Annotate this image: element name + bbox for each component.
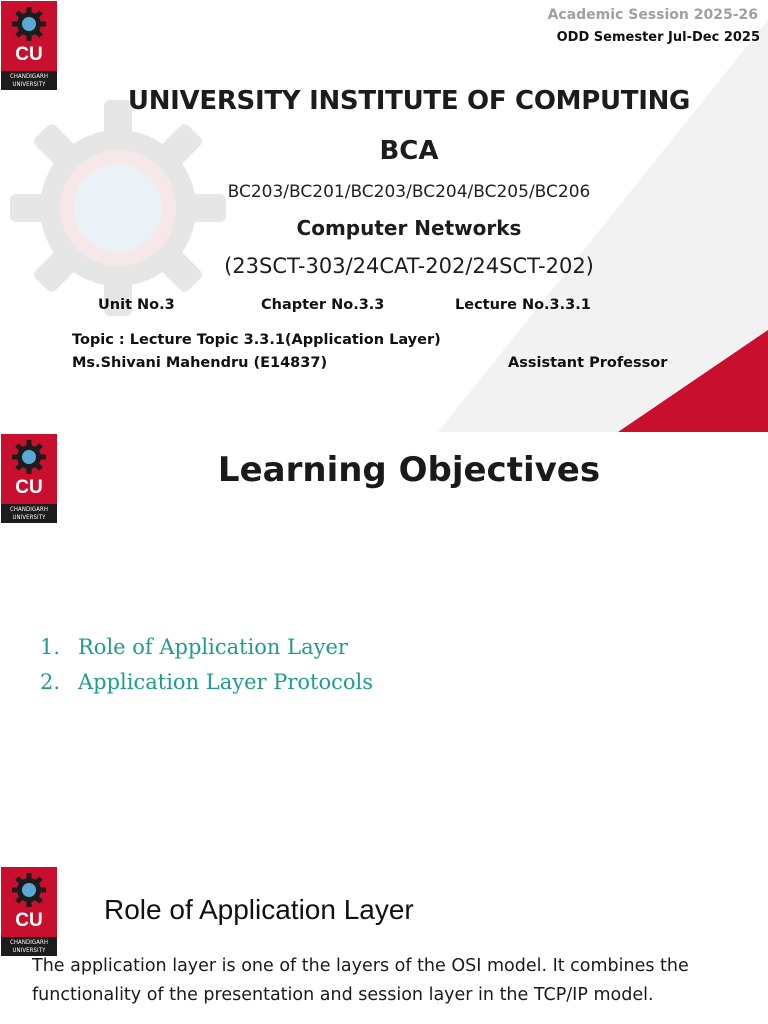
- body-line: functionality of the presentation and session layer in the TCP/IP model.: [32, 985, 654, 1005]
- objective-text: Role of Application Layer: [78, 635, 348, 659]
- cu-gear-icon: [10, 438, 48, 476]
- logo-name: CHANDIGARH UNIVERSITY: [1, 71, 57, 90]
- course-name: Computer Networks: [296, 216, 522, 240]
- slide-title: Role of Application Layer: [104, 894, 414, 925]
- unit-number: Unit No.3: [98, 297, 175, 313]
- list-number: 2.: [40, 670, 61, 694]
- teacher-designation: Assistant Professor: [508, 355, 668, 371]
- objective-text: Application Layer Protocols: [78, 670, 374, 694]
- cu-logo: [1, 1, 57, 90]
- academic-session: Academic Session 2025-26: [547, 7, 758, 23]
- program-title: BCA: [379, 136, 439, 166]
- body-text: [32, 952, 752, 1010]
- objectives-list: [40, 630, 373, 700]
- lecture-number: Lecture No.3.3.1: [455, 297, 591, 313]
- course-codes: (23SCT-303/24CAT-202/24SCT-202): [224, 254, 594, 278]
- role-of-application-layer-slide: [0, 864, 768, 1024]
- cu-gear-icon: [10, 871, 48, 909]
- cu-gear-icon: [10, 5, 48, 43]
- list-item: [40, 665, 373, 700]
- chapter-number: Chapter No.3.3: [261, 297, 385, 313]
- teacher-name: Ms.Shivani Mahendru (E14837): [72, 355, 328, 371]
- institute-title: UNIVERSITY INSTITUTE OF COMPUTING: [127, 86, 691, 116]
- semester-label: ODD Semester Jul-Dec 2025: [556, 30, 760, 45]
- logo-short: CU: [15, 910, 43, 931]
- body-line: The application layer is one of the layers of the OSI model. It combines the: [32, 956, 689, 976]
- title-slide: [0, 0, 768, 432]
- cu-logo: [1, 434, 57, 523]
- logo-short: CU: [15, 477, 43, 498]
- list-item: [40, 630, 373, 665]
- university-gear-watermark-icon: [8, 98, 228, 318]
- logo-name: CHANDIGARH UNIVERSITY: [1, 504, 57, 523]
- logo-short: CU: [15, 44, 43, 65]
- lecture-topic: Topic : Lecture Topic 3.3.1(Application Layer): [72, 332, 441, 348]
- logo-name: CHANDIGARH UNIVERSITY: [1, 937, 57, 956]
- cu-logo: [1, 867, 57, 956]
- slide-title: Learning Objectives: [217, 450, 601, 490]
- program-codes: BC203/BC201/BC203/BC204/BC205/BC206: [227, 182, 591, 202]
- learning-objectives-slide: [0, 432, 768, 864]
- list-number: 1.: [40, 635, 61, 659]
